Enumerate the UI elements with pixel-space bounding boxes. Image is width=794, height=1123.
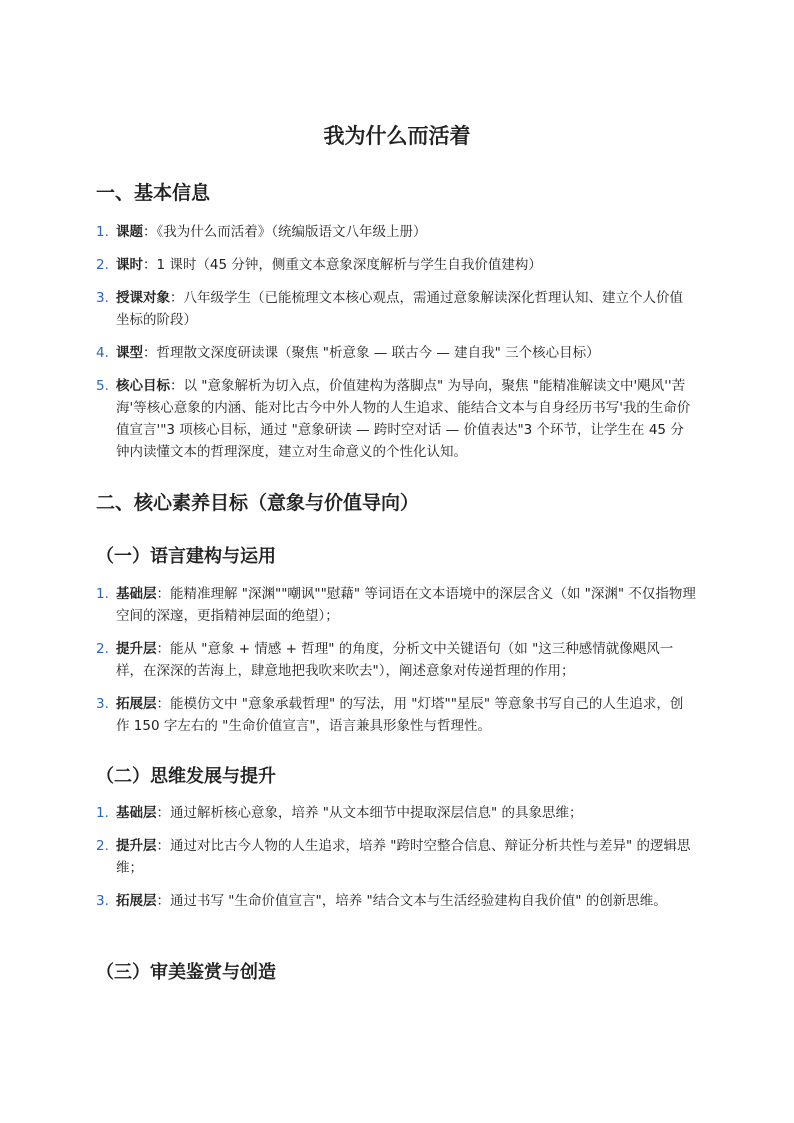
item-text: ：通过书写 "生命价值宣言"，培养 "结合文本与生活经验建构自我价值" 的创新思维。 [156, 893, 667, 909]
item-label: 提升层 [116, 641, 157, 657]
item-text: ：能模仿文中 "意象承载哲理" 的写法，用 "灯塔""星辰" 等意象书写自己的人生追求，创作 150 字左右的 "生命价值宣言"，语言兼具形象性与哲理性。 [116, 696, 684, 734]
item-label: 课题 [116, 224, 143, 240]
item-text: ：以 "意象解析为切入点，价值建构为落脚点" 为导向，聚焦 "能精准解读文中'飓风''苦海'等核心意象的内涵、能对比古今中外人物的人生追求、能结合文本与自身经历书写'我的生命价值宣言'"3 项核心目标，通过 "意象研读 — 跨时空对话 — 价值表达"3 个环节，让学生在 45 分钟内读懂文本的哲理深度，建立对生命意义的个性化认知。 [116, 378, 691, 460]
list-item [96, 254, 696, 276]
list-item [96, 835, 696, 879]
subsection-heading-aesthetics: （三）审美鉴赏与创造 [96, 962, 276, 983]
item-text: ：能从 "意象 + 情感 + 哲理" 的角度，分析文中关键语句（如 "这三种感情就像飓风一样，在深深的苦海上，肆意地把我吹来吹去"），阐述意象对传递哲理的作用； [116, 641, 674, 679]
list-number: 2. [96, 257, 109, 273]
item-label: 基础层 [116, 805, 157, 821]
document-title: 我为什么而活着 [323, 124, 471, 148]
subsection-heading-thinking: （二）思维发展与提升 [96, 766, 276, 787]
list-number: 2. [96, 641, 109, 657]
list-item [96, 221, 696, 243]
list-number: 2. [96, 838, 109, 854]
list-item [96, 638, 696, 682]
list-number: 3. [96, 696, 109, 712]
language-goals-list [96, 583, 696, 748]
item-label: 提升层 [116, 838, 157, 854]
list-number: 3. [96, 290, 109, 306]
item-text: ：哲理散文深度研读课（聚焦 "析意象 — 联古今 — 建自我" 三个核心目标） [143, 345, 600, 361]
subsection-heading-language: （一）语言建构与运用 [96, 546, 276, 567]
item-label: 课时 [116, 257, 143, 273]
list-number: 3. [96, 893, 109, 909]
item-label: 拓展层 [116, 696, 157, 712]
section-heading-core-literacy: 二、核心素养目标（意象与价值导向） [96, 492, 420, 514]
list-item [96, 802, 696, 824]
item-label: 课型 [116, 345, 143, 361]
thinking-goals-list [96, 802, 696, 923]
list-item [96, 287, 696, 331]
item-text: ：通过解析核心意象，培养 "从文本细节中提取深层信息" 的具象思维； [156, 805, 583, 821]
list-number: 1. [96, 586, 109, 602]
item-text: ：《我为什么而活着》（统编版语文八年级上册） [143, 224, 427, 240]
item-label: 基础层 [116, 586, 157, 602]
item-text: ：1 课时（45 分钟，侧重文本意象深度解析与学生自我价值建构） [143, 257, 542, 273]
item-text: ：八年级学生（已能梳理文本核心观点，需通过意象解读深化哲理认知、建立个人价值坐标的阶段） [116, 290, 683, 328]
item-label: 授课对象 [116, 290, 170, 306]
item-label: 拓展层 [116, 893, 157, 909]
list-item [96, 693, 696, 737]
list-number: 5. [96, 378, 109, 394]
list-number: 4. [96, 345, 109, 361]
list-item [96, 342, 696, 364]
list-number: 1. [96, 805, 109, 821]
basic-info-list [96, 221, 696, 474]
item-text: ：通过对比古今人物的人生追求，培养 "跨时空整合信息、辩证分析共性与差异" 的逻辑思维； [116, 838, 691, 876]
list-number: 1. [96, 224, 109, 240]
list-item [96, 583, 696, 627]
item-label: 核心目标 [116, 378, 170, 394]
section-heading-basic-info: 一、基本信息 [96, 182, 211, 204]
item-text: ：能精准理解 "深渊""嘲讽""慰藉" 等词语在文本语境中的深层含义（如 "深渊" 不仅指物理空间的深邃，更指精神层面的绝望）； [116, 586, 696, 624]
list-item [96, 375, 696, 463]
list-item [96, 890, 696, 912]
